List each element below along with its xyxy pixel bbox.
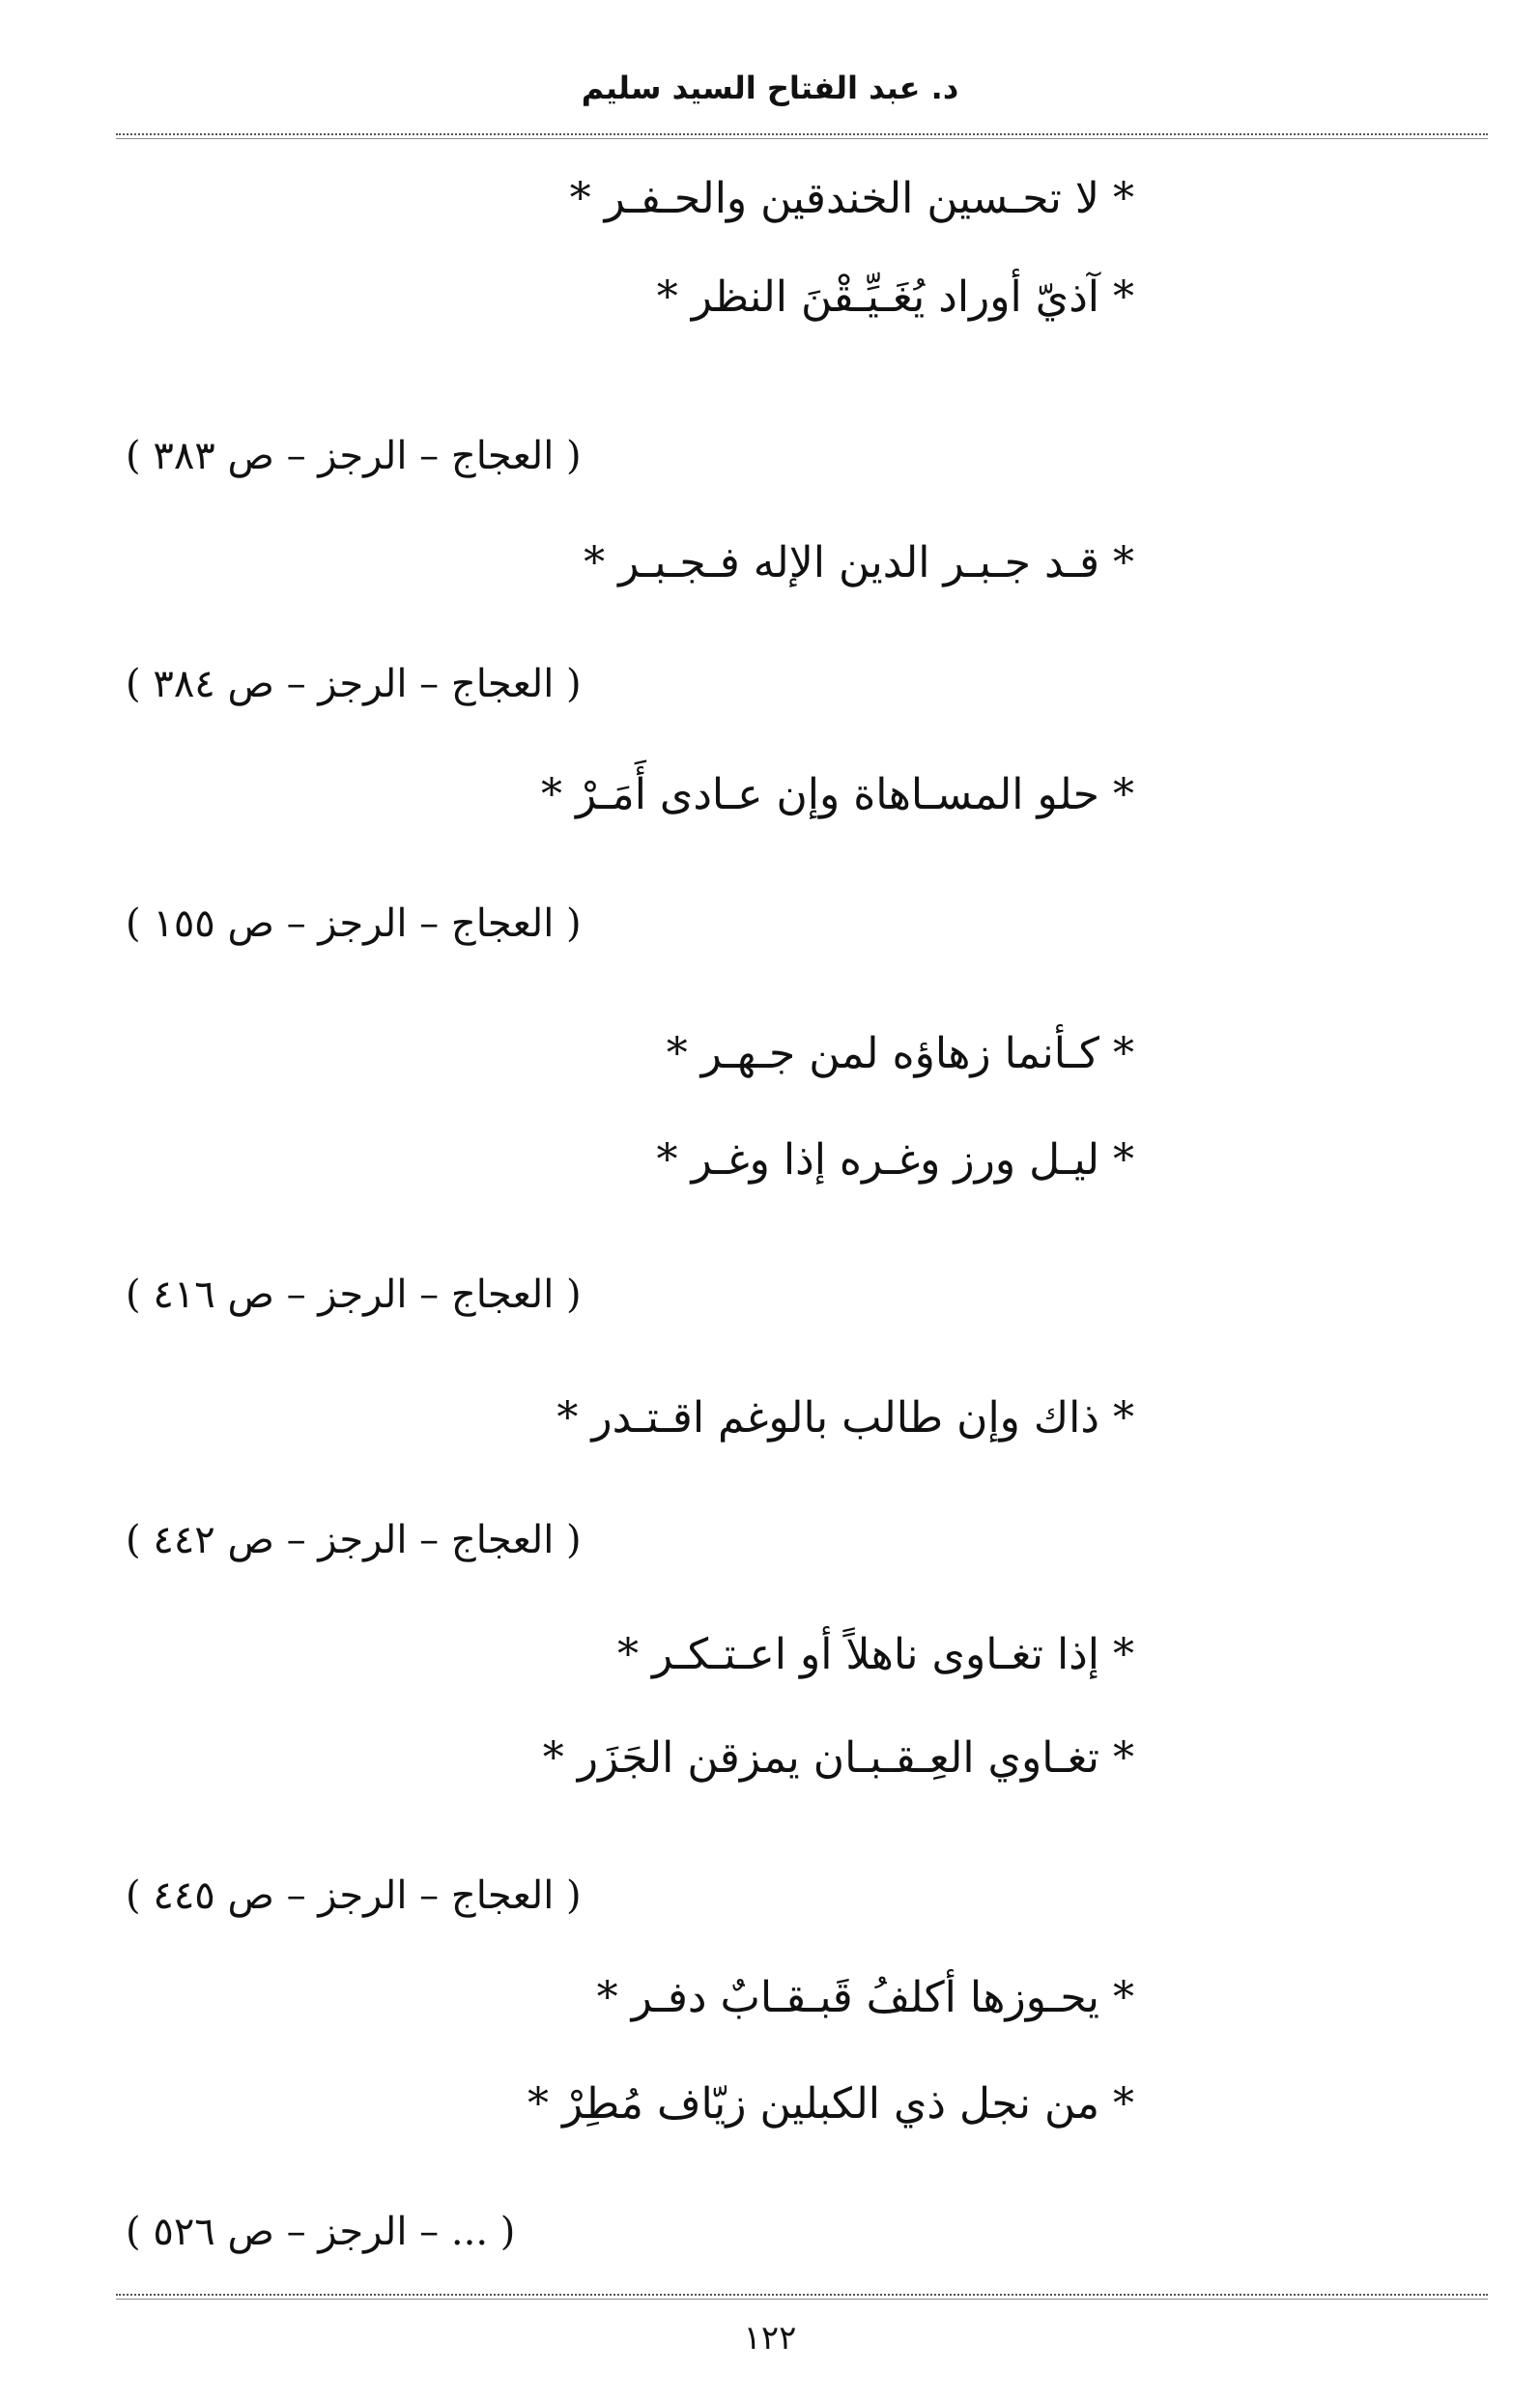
verse-line: * حلو المسـاهاة وإن عـادى أَمَـرْ * <box>540 770 1134 819</box>
citation: ( العجاج – الرجز – ص ٤٤٥ ) <box>126 1873 582 1918</box>
verse-line: * تغـاوي العِـقـبـان يمزقن الجَزَر * <box>542 1733 1134 1783</box>
verse-line: * ذاك وإن طالب بالوغم اقـتـدر * <box>556 1393 1134 1443</box>
citation: ( العجاج – الرجز – ص ٤١٦ ) <box>126 1272 582 1317</box>
citation: ( العجاج – الرجز – ص ٣٨٣ ) <box>126 434 582 478</box>
verse-line: * آذيّ أوراد يُغَـيِّـقْنَ النظر * <box>656 272 1134 322</box>
verse-line: * يحـوزها أكلفُ قَبـقـابٌ دفـر * <box>596 1973 1134 2022</box>
citation: ( العجاج – الرجز – ص ٤٤٢ ) <box>126 1518 582 1562</box>
citation: ( العجاج – الرجز – ص ١٥٥ ) <box>126 901 582 946</box>
verse-line: * لا تحـسين الخندقين والحـفـر * <box>569 174 1134 223</box>
verse-line: * كـأنما زهاؤه لمن جـهـر * <box>666 1029 1134 1078</box>
verse-line: * ليـل ورز وغـره إذا وغـر * <box>656 1135 1134 1185</box>
header-rule <box>116 133 1488 135</box>
citation: ( ... – الرجز – ص ٥٢٦ ) <box>126 2210 516 2254</box>
running-header: د. عبد الفتاح السيد سليم <box>581 70 959 106</box>
page-number: ١٢٢ <box>743 2319 797 2358</box>
footer-rule <box>116 2294 1488 2296</box>
verse-line: * من نجل ذي الكبلين زيّاف مُطِرْ * <box>528 2079 1134 2129</box>
citation: ( العجاج – الرجز – ص ٣٨٤ ) <box>126 662 582 706</box>
verse-line: * إذا تغـاوى ناهلاً أو اعـتـكـر * <box>616 1630 1134 1679</box>
verse-line: * قـد جـبـر الدين الإله فـجـبـر * <box>584 538 1134 587</box>
